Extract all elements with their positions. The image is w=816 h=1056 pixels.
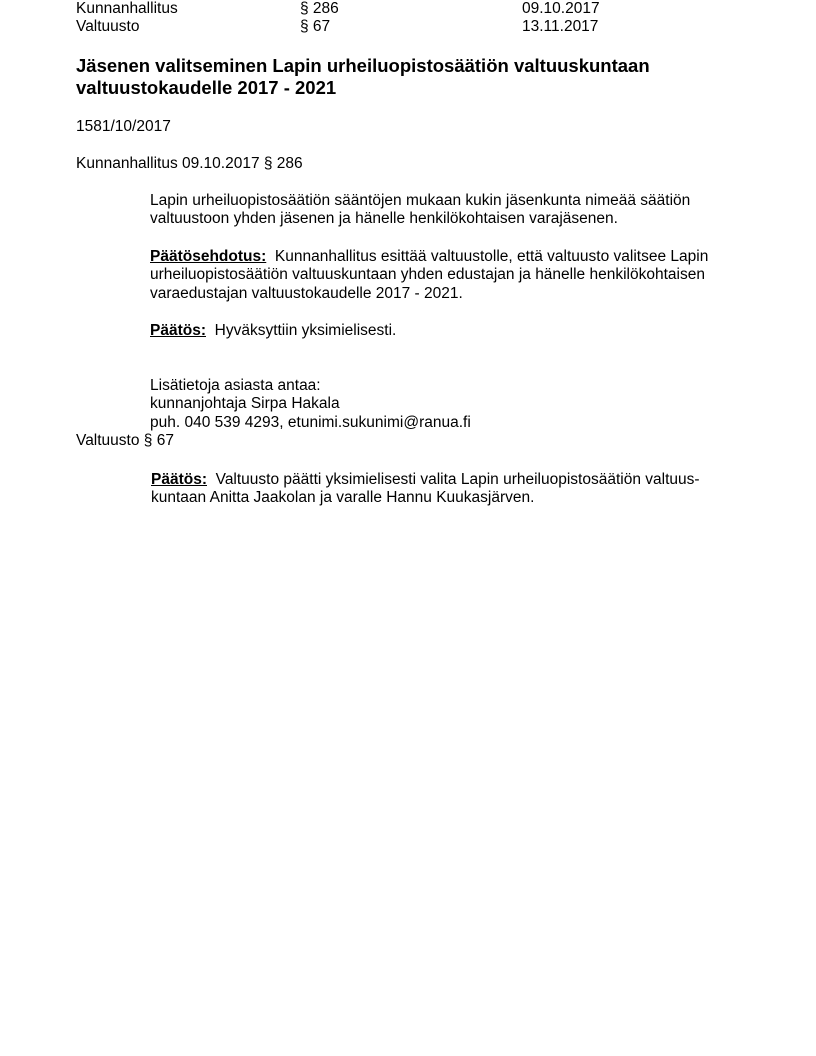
header-row-valtuusto [76,18,776,36]
intro-paragraph [150,192,750,229]
proposal-line-1: Kunnanhallitus esittää valtuustolle, että valtuusto valitsee Lapin [274,248,709,265]
decision-text: Hyväksyttiin yksimielisesti. [214,322,397,339]
info-line-3: puh. 040 539 4293, etunimi.sukunimi@ranua.fi [150,413,471,431]
kh-heading: Kunnanhallitus 09.10.2017 § 286 [76,155,303,172]
decision-paragraph [150,322,750,340]
title-line-1: Jäsenen valitseminen Lapin urheiluopistosäätiön valtuuskuntaan [76,55,650,76]
header-body: Valtuusto [76,18,140,35]
info-line-2: kunnanjohtaja Sirpa Hakala [150,395,340,413]
council-decision-label: Päätös: [151,471,207,488]
info-line-1: Lisätietoja asiasta antaa: [150,377,321,394]
header-date: 13.11.2017 [522,18,599,35]
council-heading: Valtuusto § 67 [76,432,174,449]
header-section: § 286 [300,0,339,17]
decision-label: Päätös: [150,322,206,339]
council-decision-line-1: Valtuusto päätti yksimielisesti valita Lapin urheiluopistosäätiön valtuus- [215,471,700,488]
proposal-line-3: varaedustajan valtuustokaudelle 2017 - 2021. [150,284,463,302]
proposal-paragraph [150,248,750,303]
council-decision-line-2: kuntaan Anitta Jaakolan ja varalle Hannu Kuukasjärven. [151,489,535,507]
header-section: § 67 [300,18,331,35]
title-line-2: valtuustokaudelle 2017 - 2021 [76,77,337,98]
proposal-line-2: urheiluopistosäätiön valtuuskuntaan yhden edustajan ja hänelle henkilökohtaisen [150,266,705,284]
document-title [76,55,726,99]
intro-line-2: valtuustoon yhden jäsenen ja hänelle henkilökohtaisen varajäsenen. [150,210,618,228]
contact-info [150,377,750,432]
header-row-kunnanhallitus [76,0,776,18]
header-body: Kunnanhallitus [76,0,178,17]
intro-line-1: Lapin urheiluopistosäätiön sääntöjen mukaan kukin jäsenkunta nimeää säätiön [150,192,691,209]
council-decision-paragraph [151,471,751,508]
reference-number: 1581/10/2017 [76,118,171,135]
proposal-label: Päätösehdotus: [150,248,267,265]
header-date: 09.10.2017 [522,0,600,17]
